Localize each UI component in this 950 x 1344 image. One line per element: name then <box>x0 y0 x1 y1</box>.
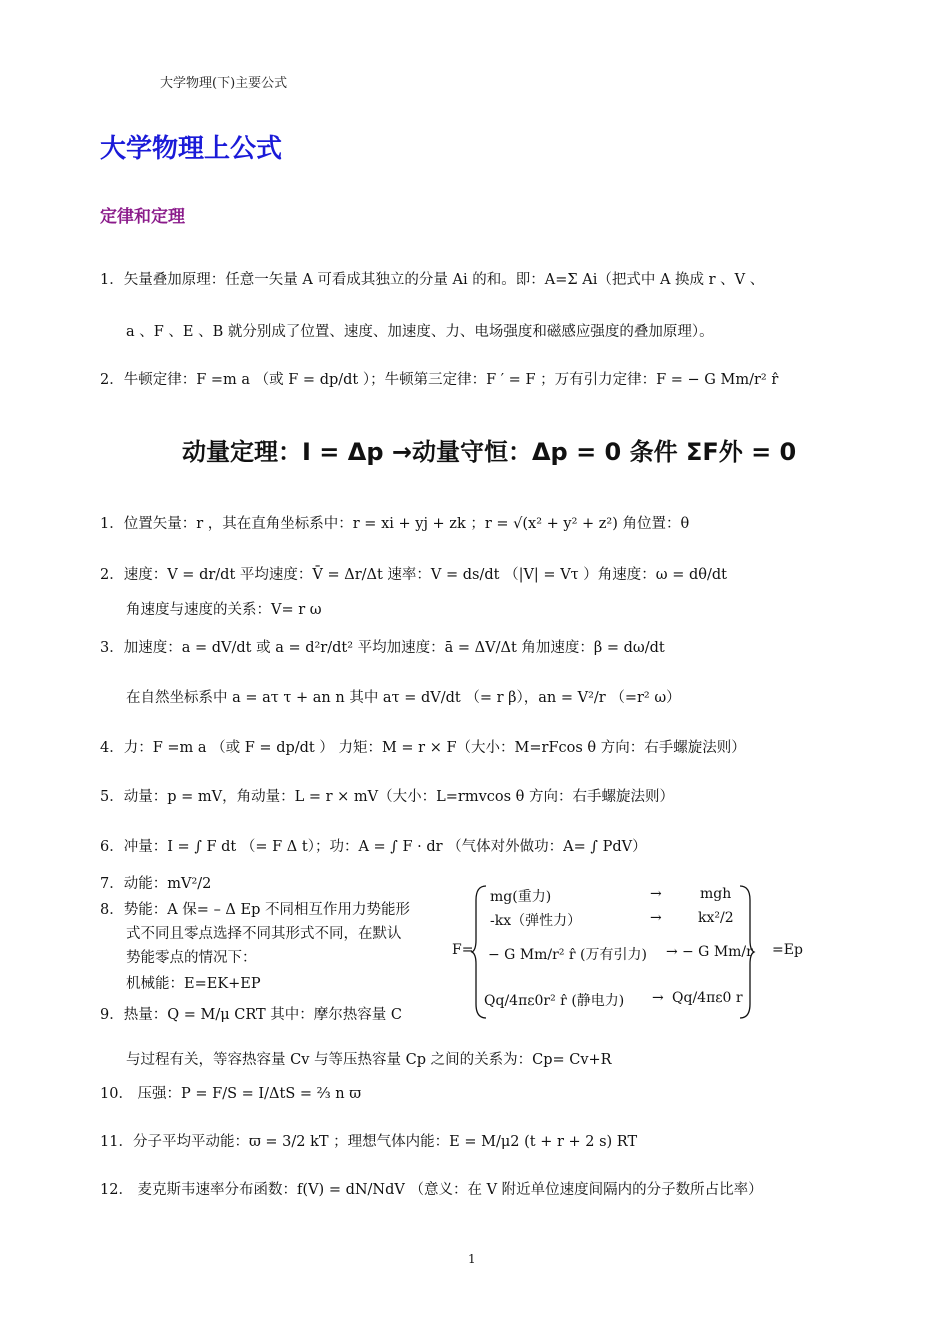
item-heat: 9．热量：Q = M/μ CRT 其中：摩尔热容量 C <box>100 1007 402 1023</box>
pe-row-elastic-force: -kx（弹性力） <box>490 913 582 929</box>
item-velocity-note: 角速度与速度的关系：V= r ω <box>126 602 322 618</box>
page-header: 大学物理(下)主要公式 <box>160 76 288 91</box>
item-mechanical: 机械能：E=EK+EP <box>126 976 261 992</box>
brace-right-label: =Ep <box>772 942 803 958</box>
page-title: 大学物理上公式 <box>100 134 283 164</box>
item-velocity: 2．速度：V = dr/dt 平均速度：V̄ = Δr/Δt 速率：V = ds/dt （|V| = Vτ ）角速度：ω = dθ/dt <box>100 567 727 583</box>
item-maxwell: 12． 麦克斯韦速率分布函数：f(V) = dN/NdV （意义：在 V 附近单位速度间隔内的分子数所占比率） <box>100 1182 763 1198</box>
item-potential-3: 势能零点的情况下： <box>126 950 257 966</box>
section-heading: 定律和定理 <box>100 207 185 227</box>
item-impulse: 6．冲量：I = ∫ F dt （= F Δ t）；功：A = ∫ F · dr （气体对外做功：A= ∫ PdV） <box>100 839 647 855</box>
pe-row-universal-arrow: → <box>666 944 678 960</box>
line-2: 2．牛顿定律：F =m a （或 F = dp/dt ）；牛顿第三定律：F ′ = F ；万有引力定律：F = − G Mm/r² r̂ <box>100 372 779 388</box>
item-pressure: 10． 压强：P = F/S = I/ΔtS = ⅔ n ϖ <box>100 1086 362 1102</box>
pe-row-electric-energy: Qq/4πε0 r <box>672 990 743 1006</box>
item-momentum: 5．动量：p = mV，角动量：L = r × mV（大小：L=rmvcos θ 方向：右手螺旋法则） <box>100 789 675 805</box>
item-acceleration: 3．加速度：a = dV/dt 或 a = d²r/dt² 平均加速度：ā = ΔV/Δt 角加速度：β = dω/dt <box>100 640 665 656</box>
pe-row-universal-force: − G Mm/r² r̂ (万有引力) <box>488 947 647 963</box>
item-heat-relation: 与过程有关，等容热容量 Cv 与等压热容量 Cp 之间的关系为：Cp= Cv+R <box>126 1052 612 1068</box>
pe-row-gravity-energy: mgh <box>700 886 732 902</box>
item-potential: 8．势能：A 保= – Δ Ep 不同相互作用力势能形 <box>100 902 410 918</box>
momentum-theorem: 动量定理：I = Δp →动量守恒：Δp = 0 条件 ΣF外 = 0 <box>182 438 797 466</box>
pe-row-electric-arrow: → <box>652 990 664 1006</box>
item-potential-2: 式不同且零点选择不同其形式不同，在默认 <box>126 926 402 942</box>
pe-row-elastic-arrow: → <box>650 910 662 926</box>
pe-row-universal-energy: − G Mm/r <box>682 944 753 960</box>
line-1b: a 、F 、E 、B 就分别成了位置、速度、加速度、力、电场强度和磁感应强度的叠加原理）。 <box>126 324 714 340</box>
pe-row-elastic-energy: kx²/2 <box>698 910 734 926</box>
page-number: 1 <box>468 1252 476 1266</box>
item-acceleration-natural: 在自然坐标系中 a = aτ τ + an n 其中 aτ = dV/dt （= r β），an = V²/r （=r² ω） <box>126 690 681 706</box>
pe-row-electric-force: Qq/4πε0r² r̂ (静电力) <box>484 993 625 1009</box>
item-position: 1．位置矢量：r ，其在直角坐标系中：r = xi + yj + zk ；r = √(x² + y² + z²) 角位置：θ <box>100 516 690 532</box>
pe-row-gravity-force: mg(重力) <box>490 889 552 905</box>
brace-left-label: F= <box>452 942 474 958</box>
item-force: 4．力：F =m a （或 F = dp/dt ） 力矩：M = r × F（大小：M=rFcos θ 方向：右手螺旋法则） <box>100 740 746 756</box>
item-kinetic: 7．动能：mV²/2 <box>100 876 212 892</box>
pe-row-gravity-arrow: → <box>650 886 662 902</box>
line-1: 1．矢量叠加原理：任意一矢量 A 可看成其独立的分量 Ai 的和。即：A=Σ Ai（把式中 A 换成 r 、V 、 <box>100 272 765 288</box>
item-kinetic-energy: 11．分子平均平动能：ϖ = 3/2 kT ；理想气体内能：E = M/μ2 (t + r + 2 s) RT <box>100 1134 638 1150</box>
